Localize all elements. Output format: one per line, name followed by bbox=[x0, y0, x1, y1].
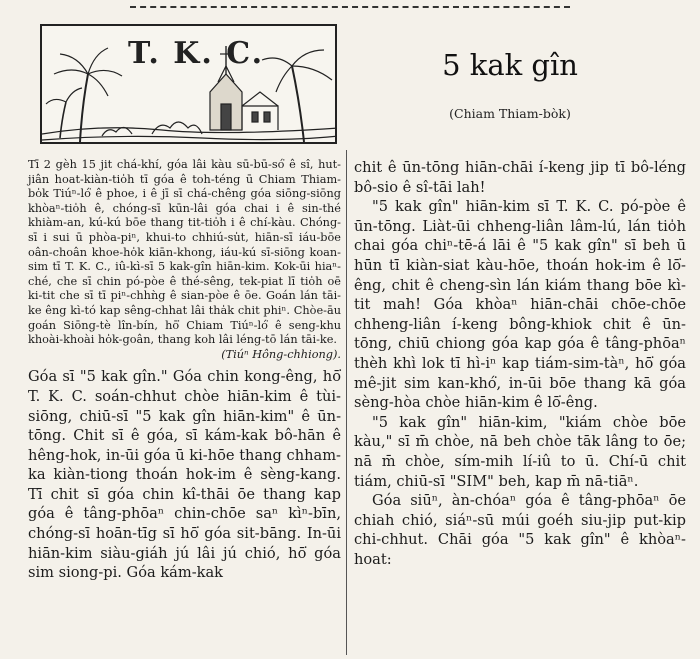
editor-preface bbox=[28, 158, 341, 362]
banner-title: T. K. C. bbox=[127, 36, 265, 71]
top-dashed-rule bbox=[130, 6, 570, 8]
right-body bbox=[354, 158, 686, 569]
body-paragraph: Góa siūⁿ, àn-chóaⁿ góa ê tâng-phōaⁿ ōe chiah chió, siáⁿ-sū múi goéh siu-jip put-kip chi-chhut. Chāi góa "5 kak gîn" ê khòaⁿ-hoat: bbox=[354, 492, 686, 568]
right-column bbox=[354, 158, 686, 569]
article-title: 5 kak gîn bbox=[442, 48, 578, 82]
left-column bbox=[28, 158, 341, 583]
preface-text: Tī 2 gèh 15 jit chá-khí, góa lâi kàu sū-bū-só͘ ê sî, hut-jiân hoat-kiàn-tio̍h tī góa ê toh-téng ū Chiam Thiam-bo̍k Tiúⁿ-ló͘ ê phoe, i ê jī sī chá-chêng góa siōng-siōng khòaⁿ-tio̍h ê, chóng-sī kūn-lâi góa chai i ê sin-thé khiàm-an, kú-kú bōe thang tit-tio̍h i ê chí-kàu. Chóng-sī i sui ū phòa-piⁿ, khui-to chhiú-su̍t, hiān-sī iáu-bōe oân-choân khoe-ho̍k kiān-khong, iáu-kú sī-siōng koan-sim tī T. K. C., iû-kì-sī 5 kak-gîn hiān-kim. Kok-ūi hiaⁿ-ché, che sī chin pó-pòe ê thé-sêng, tek-piat lī tio̍h oē ki-tit che sī tī piⁿ-chhǹg ê sian-pòe ê ōe. Goán lán tāi-ke êng kì-tó kap sêng-chhat lâi tha̍k chit phiⁿ. Chòe-āu goán Siōng-tè lîn-bín, hō͘ Chiam Tiúⁿ-ló͘ ê seng-khu khoài-khoài ho̍k-goân, thang koh lâi léng-tō lán tāi-ke. bbox=[28, 158, 341, 347]
body-paragraph: "5 kak gîn" hiān-kim sī T. K. C. pó-pòe ê ūn-tōng. Liàt-ūi chheng-liân lâm-lú, lán tio̍h chai góa chiⁿ-tē-á lāi ê "5 kak gîn" sī beh ū hūn tī kiàn-siat kàu-hōe, thoán hok-im ê lō͘-êng, chit ê cheng-sìn lán kiám thang bōe kì-tit mah! Góa khòaⁿ hiān-chāi chōe-chōe chheng-liân í-keng bông-khiok chit ê ūn-tōng, chiū chiong góa kap góa ê tâng-phōaⁿ thèh khì lok tī hì-iⁿ kap tiám-sim-tàⁿ, hō͘ góa mê-jit sim kan-khó͘, in-ūi bōe thang kā góa sèng-hòa chòe hiān-kim ê lō͘-êng. bbox=[354, 198, 686, 412]
tkc-banner-illustration bbox=[40, 24, 337, 144]
preface-signature: (Tiúⁿ Hông-chhiong). bbox=[221, 347, 341, 361]
left-body bbox=[28, 367, 341, 583]
article-byline: (Chiam Thiam-bòk) bbox=[449, 106, 571, 121]
column-divider bbox=[346, 150, 347, 655]
body-paragraph: "5 kak gîn" hiān-kim, "kiám chòe bōe kàu," sī m̄ chòe, nā beh chòe tāk lâng to ōe; nā m̄ chòe, sím-mih lí-iû to ū. Chí-ū chit tiám, chiū-sī "SIM" beh, kap m̄ nā-tiāⁿ. bbox=[354, 413, 686, 490]
body-paragraph: Góa sī "5 kak gîn." Góa chin kong-êng, hō͘ T. K. C. soán-chhut chòe hiān-kim ê tùi-siōng, chiū-sī "5 kak gîn hiān-kim" ê ūn-tōng. Chit sī ê góa, sī kám-kak bô-hān ê hêng-hok, in-ūi góa ū ki-hōe thang chham-ka kiàn-tiong thoán hok-im ê sèng-kang. Tī chit sī góa chin kî-thāi ōe thang kap góa ê tâng-phōaⁿ chin-chōe saⁿ kìⁿ-bīn, chóng-sī hoān-tīg sī hō͘ góa sit-bāng. In-ūi hiān-kim siàu-giáh jú lâi jú chió, hō͘ góa sim siong-pi. Góa kám-kak bbox=[28, 368, 341, 582]
body-paragraph: chit ê ūn-tōng hiān-chāi í-keng jip tī bô-léng bô-sio ê sî-tāi lah! bbox=[354, 159, 686, 196]
